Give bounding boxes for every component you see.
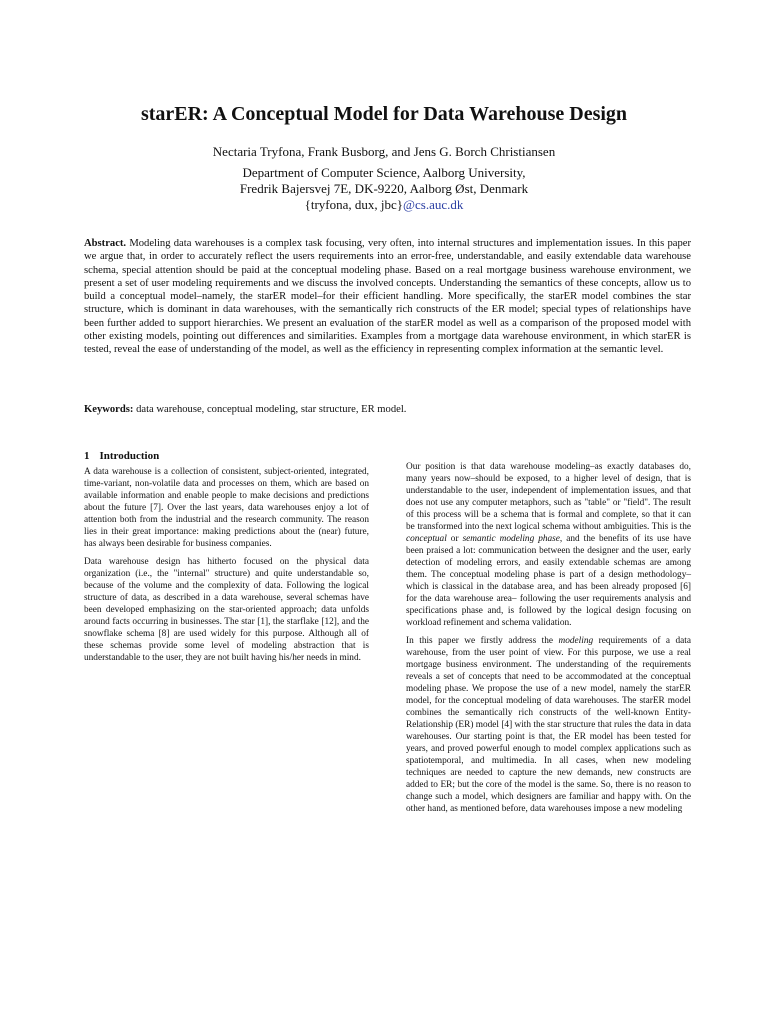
- section-number: 1: [84, 450, 90, 462]
- affiliation-line: Fredrik Bajersvej 7E, DK-9220, Aalborg Øst, Denmark: [239, 181, 529, 196]
- abstract: [84, 237, 691, 357]
- text-run: requirements of a data warehouse, from the user point of view. For this purpose, we use a real mortgage business environment. The understanding of the requirements reveals a set of concepts that need to be accommodated at the conceptual modeling phase. We propose the use of a new model, namely the starER model, for the conceptual modeling of data warehouses. The starER model combines the semantically rich constructs of the well-known Entity-Relationship (ER) model [4] with the star structure that rules the data in data warehouses. Our starting point is that, the ER model has been tested for years, and proved powerful enough to model complex applications such as spatiotemporal, and multimedia. In all cases, when new modeling techniques are needed to capture the new demands, new constructs are added to ER; but the core of the model is the same. So, there is no reason to change such a model, which designers are familiar and happy with. On the other hand, as mentioned before, data warehouses impose a new modeling: [406, 636, 691, 815]
- author-emails: [0, 197, 768, 213]
- email-domain-link[interactable]: @cs.auc.dk: [403, 197, 464, 212]
- text-run: , and the benefits of its use have been praised a lot: communication between the designer and the user, early detection of modeling errors, and easily extendable schemas are among them. The conceptual modeling phase is part of a design methodology–which is classical in the database area, and has been already proposed [6] for the data warehouse area– following the user requirements analysis and specifications phase and, is followed by the logical design focusing on workload refinement and schema validation.: [406, 534, 691, 629]
- paragraph: [406, 461, 691, 629]
- paragraph: A data warehouse is a collection of consistent, subject-oriented, integrated, time-variant, non-volatile data and processes on them, which are based on available information and enable people to make decisions and predictions about the future [7]. Over the last years, data warehouses enjoy a lot of attention both from the industrial and the research community. The reason lies in their great importance: making predictions about the (near) future, has always been desirable for business companies.: [84, 467, 369, 550]
- text-run: Our position is that data warehouse modeling–as exactly databases do, many years now–should be exposed, to a higher level of design, that is understandable to the user, independent of implementation issues, and that does not use any computer metaphors, such as "table" or "field". The result of this process will be a schema that is formal and complete, so that it can be transformed into the next logical schema without ambiguities. This is the: [406, 462, 691, 533]
- section-heading: [84, 450, 159, 462]
- keywords: [84, 403, 691, 416]
- paper-title: starER: A Conceptual Model for Data Warehouse Design: [140, 103, 628, 125]
- emphasis-modeling: modeling: [558, 636, 594, 647]
- right-column: [406, 461, 691, 821]
- affiliation-line: Department of Computer Science, Aalborg University,: [242, 165, 526, 180]
- affiliation-block: [0, 165, 768, 213]
- author-list: Nectaria Tryfona, Frank Busborg, and Jens G. Borch Christiansen: [212, 144, 556, 159]
- abstract-label: Abstract.: [84, 238, 127, 249]
- paragraph: Data warehouse design has hitherto focused on the physical data organization (i.e., the "internal" structure) and quite understandable so, because of the volume and the complexity of data. Following the logical structure of data, as described in a data warehouse, several schemas have been developed emphasizing on the star-oriented approach; data unfolds around facts occurring in businesses. The star [1], the starflake [12], and the snowflake schema [8] are used widely for this purpose. Although all of these schemas provide some level of modeling abstraction that is understandable to the user, they are not built having his/her needs in mind.: [84, 557, 369, 664]
- paragraph: [406, 635, 691, 815]
- left-column: [84, 466, 369, 670]
- emphasis-conceptual: conceptual: [406, 534, 447, 545]
- emphasis-semantic-phase: semantic modeling phase: [462, 534, 560, 545]
- section-title: Introduction: [99, 450, 160, 462]
- email-names: {tryfona, dux, jbc}: [304, 197, 404, 212]
- abstract-text: Modeling data warehouses is a complex task focusing, very often, into internal structures and implementation issues. In this paper we argue that, in order to accurately reflect the users requirements into an error-free, understandable, and easily extendable data warehouse schema, special attention should be paid at the conceptual modeling phase. Based on a real mortgage business warehouse environment, we present a set of user modeling requirements and we discuss the involved concepts. Understanding the semantics of these concepts, allow us to build a conceptual model–namely, the starER model–for their efficient handling. More specifically, the starER model combines the star structure, which is dominant in data warehouses, with the semantically rich constructs of the ER model; special types of relationships have been further added to support hierarchies. We present an evaluation of the starER model as well as a comparison of the proposed model with other existing models, pointing out differences and similarities. Examples from a mortgage data warehouse environment, in which starER is tested, reveal the ease of understanding of the model, as well as the efficiency in representing complex information at the semantic level.: [84, 238, 691, 356]
- text-run: In this paper we firstly address the: [406, 636, 559, 647]
- keywords-label: Keywords:: [84, 404, 134, 415]
- keywords-text: data warehouse, conceptual modeling, star structure, ER model.: [133, 404, 407, 415]
- text-run: or: [446, 534, 463, 545]
